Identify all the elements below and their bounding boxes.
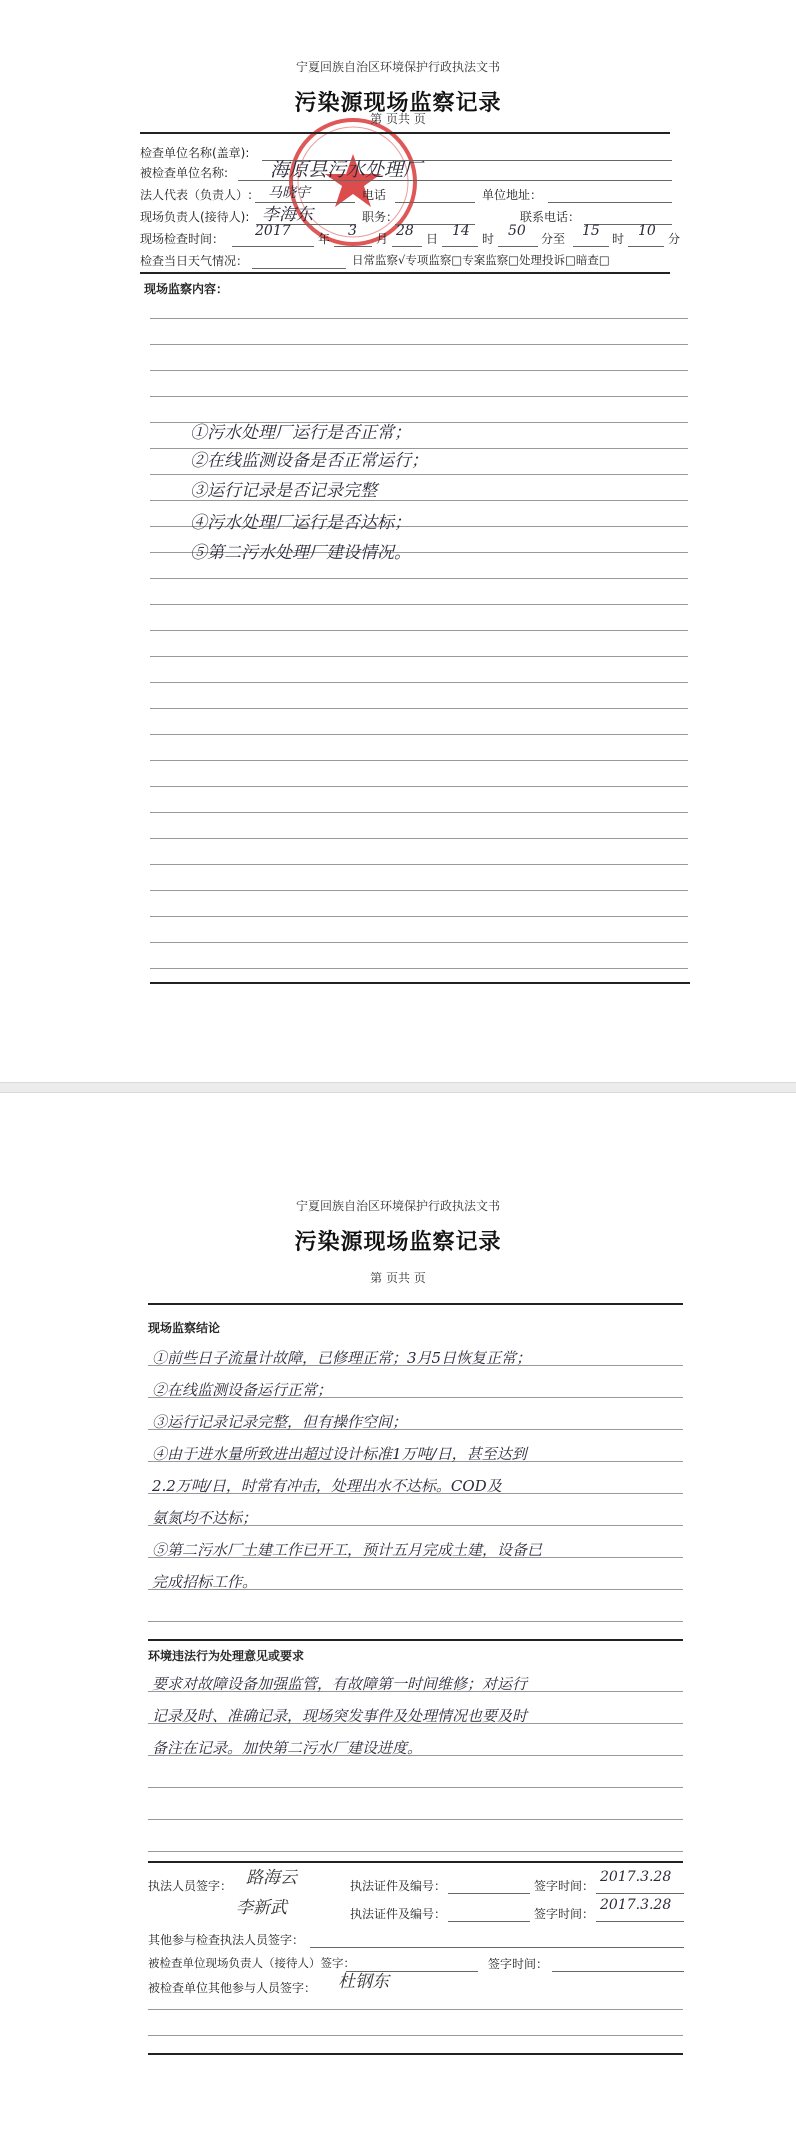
other-officer-label: 其他参与检查执法人员签字：: [148, 1933, 305, 1947]
day-value: 28: [396, 223, 414, 239]
officer-signature-1: 路海云: [246, 1868, 297, 1888]
hour1-label: 时: [482, 232, 495, 246]
conclusion-line: ④由于进水量所致进出超过设计标准1万吨/日，甚至达到: [152, 1445, 527, 1463]
weather-label: 检查当日天气情况：: [140, 254, 249, 268]
ruled-line: [150, 864, 688, 865]
sign-time-label: 签字时间：: [534, 1879, 595, 1893]
ruled-line: [150, 370, 688, 371]
ruled-line: [150, 812, 688, 813]
min1-value: 50: [508, 223, 526, 239]
inspected-unit-label: 被检查单位名称:: [140, 166, 229, 180]
hour2-value: 15: [582, 223, 600, 239]
ruled-line: [150, 656, 688, 657]
ruled-line: [150, 786, 688, 787]
document-title: 污染源现场监察记录: [294, 91, 502, 116]
cert-label: 执法证件及编号：: [350, 1907, 447, 1921]
inspect-unit-label: 检查单位名称(盖章):: [140, 146, 250, 160]
ruled-line: [150, 604, 688, 605]
inspected-unit-value: 海原县污水处理厂: [270, 159, 423, 181]
divider: [148, 1303, 683, 1305]
content-item: ②在线监测设备是否正常运行；: [190, 451, 428, 471]
legal-rep-value: 马晓宇: [268, 185, 310, 201]
content-item: ④污水处理厂运行是否达标；: [190, 513, 411, 533]
content-section-label: 现场监察内容：: [144, 282, 229, 296]
month-value: 3: [348, 223, 357, 239]
conclusion-section-label: 现场监察结论: [148, 1321, 221, 1335]
divider: [148, 1861, 683, 1863]
inspected-rep-label: 被检查单位现场负责人（接待人）签字：: [148, 1956, 355, 1970]
divider: [140, 272, 670, 274]
ruled-line: [148, 1819, 683, 1820]
ruled-line: [150, 942, 688, 943]
ruled-line: [150, 890, 688, 891]
ruled-line: [150, 734, 688, 735]
address-label: 单位地址：: [482, 188, 543, 202]
opinion-line: 备注在记录。加快第二污水厂建设进度。: [152, 1739, 423, 1757]
year-label: 年: [318, 232, 331, 246]
page-gap: [0, 1082, 796, 1093]
opinion-line: 要求对故障设备加强监管，有故障第一时间维修；对运行: [152, 1675, 528, 1693]
position-label: 职务：: [362, 210, 399, 224]
ruled-line: [148, 1621, 683, 1622]
cert-field: [448, 1879, 530, 1894]
officer-signature-label: 执法人员签字：: [148, 1879, 233, 1893]
document-title: 污染源现场监察记录: [294, 1230, 502, 1255]
sign-date-1: 2017.3.28: [600, 1869, 672, 1885]
ruled-line: [150, 396, 688, 397]
conclusion-line: 2.2万吨/日，时常有冲击，处理出水不达标。COD及: [152, 1477, 502, 1495]
min2-value: 10: [638, 223, 656, 239]
ruled-line: [150, 630, 688, 631]
page-number: 第 页共 页: [370, 1271, 426, 1285]
content-item: ⑤第二污水处理厂建设情况。: [190, 543, 411, 563]
participant-signature: 杜钢东: [338, 1972, 389, 1992]
legal-rep-label: 法人代表（负责人）:: [140, 188, 253, 202]
ruled-line: [148, 1851, 683, 1852]
conclusion-line: ⑤第二污水厂土建工作已开工，预计五月完成土建，设备已: [152, 1541, 543, 1559]
page-number: 第 页共 页: [370, 112, 426, 126]
divider: [140, 132, 670, 134]
inspected-time-label: 签字时间：: [488, 1957, 549, 1971]
cert-field: [448, 1907, 530, 1922]
divider: [150, 982, 690, 984]
inspected-time-field: [552, 1957, 684, 1972]
conclusion-line: 完成招标工作。: [152, 1573, 258, 1591]
ruled-line: [150, 318, 688, 319]
ruled-line: [148, 1787, 683, 1788]
ruled-line: [150, 344, 688, 345]
year-value: 2017: [255, 223, 291, 239]
opinion-line: 记录及时、准确记录，现场突发事件及处理情况也要及时: [152, 1707, 528, 1725]
cert-label: 执法证件及编号：: [350, 1879, 447, 1893]
other-officer-field: [310, 1933, 684, 1948]
address-field: [548, 188, 672, 203]
officer-signature-2: 李新武: [236, 1898, 287, 1918]
time-label: 现场检查时间：: [140, 232, 225, 246]
phone-label: 电话: [362, 188, 387, 202]
content-item: ①污水处理厂运行是否正常；: [190, 423, 411, 443]
min2-label: 分: [668, 232, 681, 246]
conclusion-line: 氨氮均不达标；: [152, 1509, 258, 1527]
inspection-type-options: 日常监察√专项监察□专案监察□处理投诉□暗查□: [352, 253, 610, 267]
sign-time-label: 签字时间：: [534, 1907, 595, 1921]
ruled-line: [150, 474, 688, 475]
ruled-line: [150, 838, 688, 839]
ruled-line: [150, 578, 688, 579]
ruled-line: [150, 682, 688, 683]
record-page-2: [0, 1093, 796, 2143]
document-header: 宁夏回族自治区环境保护行政执法文书: [295, 60, 500, 74]
ruled-line: [150, 916, 688, 917]
site-person-label: 现场负责人(接待人):: [140, 210, 250, 224]
divider: [148, 1639, 683, 1641]
sign-date-2: 2017.3.28: [600, 1897, 672, 1913]
document-header: 宁夏回族自治区环境保护行政执法文书: [295, 1199, 500, 1213]
month-label: 月: [376, 232, 389, 246]
ruled-line: [148, 2035, 683, 2036]
ruled-line: [150, 968, 688, 969]
conclusion-line: ①前些日子流量计故障，已修理正常；3月5日恢复正常；: [152, 1349, 532, 1367]
ruled-line: [150, 708, 688, 709]
opinion-section-label: 环境违法行为处理意见或要求: [148, 1649, 305, 1663]
contact-phone-label: 联系电话：: [520, 210, 581, 224]
day-label: 日: [426, 232, 439, 246]
hour2-label: 时: [612, 232, 625, 246]
weather-field: [252, 254, 346, 269]
other-participant-label: 被检查单位其他参与人员签字：: [148, 1981, 317, 1995]
content-item: ③运行记录是否记录完整: [190, 481, 377, 501]
conclusion-line: ③运行记录记录完整，但有操作空间；: [152, 1413, 408, 1431]
divider: [148, 2053, 683, 2055]
ruled-line: [150, 760, 688, 761]
site-person-value: 李海东: [262, 205, 313, 225]
ruled-line: [148, 2009, 683, 2010]
hour1-value: 14: [452, 223, 470, 239]
min1-label: 分至: [541, 232, 566, 246]
conclusion-line: ②在线监测设备运行正常；: [152, 1381, 333, 1399]
phone-field: [395, 188, 475, 203]
